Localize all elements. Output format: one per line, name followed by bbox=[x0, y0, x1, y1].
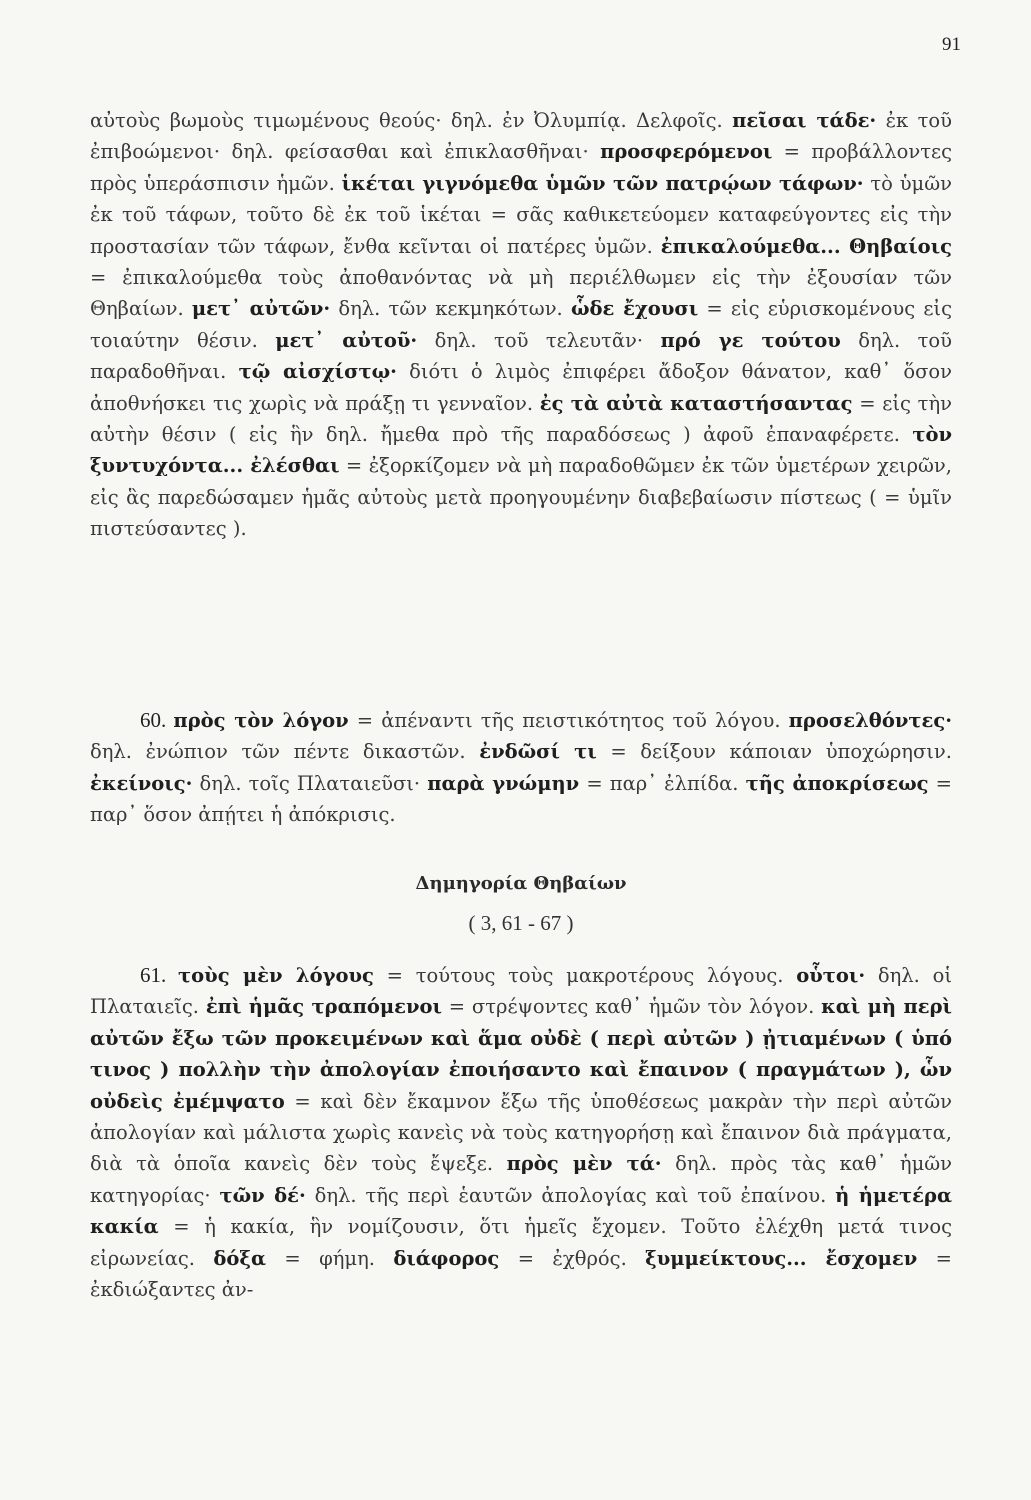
section-reference: ( 3, 61 - 67 ) bbox=[468, 911, 574, 935]
lemma-term: προσελθόντες· bbox=[788, 709, 952, 732]
gloss-text: = στρέψοντες καθ᾽ ἡμῶν τὸν λόγον. bbox=[441, 995, 822, 1019]
gloss-text: = τούτους τοὺς μακροτέρους λόγους. bbox=[373, 964, 797, 987]
lemma-term: ὧδε ἔχουσι bbox=[570, 297, 699, 321]
lemma-term: τὸν ξυντυχόντα... ἐλέσθαι bbox=[90, 423, 952, 478]
lemma-term: τῆς ἀποκρίσεως bbox=[745, 771, 929, 795]
paragraph-text bbox=[90, 960, 952, 1305]
gloss-text: = παρ᾽ ἐλπίδα. bbox=[579, 771, 746, 795]
gloss-text: δηλ. τῶν κεκμηκότων. bbox=[330, 297, 571, 321]
lemma-term: ἐπικαλούμεθα... Θηβαίοις bbox=[660, 234, 952, 258]
gloss-text: ἐκ τοῦ ἐπιβοώμενοι· δηλ. φείσασθαι καὶ ἐπικλασθῆναι· bbox=[90, 109, 952, 164]
gloss-text: δηλ. τοῦ τελευτᾶν· bbox=[417, 328, 661, 352]
gloss-text: δηλ. τοῦ παραδοθῆναι. bbox=[90, 328, 952, 384]
lemma-term: ἡ ἡμετέρα κακία bbox=[90, 1183, 952, 1239]
section-number: 61. bbox=[140, 963, 179, 987]
gloss-text: = ἐκδιώξαντες ἀν- bbox=[90, 1246, 953, 1302]
gloss-text: τὸ ὑμῶν ἐκ τοῦ τάφων, τοῦτο δὲ ἐκ τοῦ ἱκέται = σᾶς καθικετεύομεν καταφεύγοντες εἰς τὴν προστασίαν τῶν τάφων, ἔνθα κεῖνται οἱ πατέρες ὑμῶν. bbox=[90, 171, 952, 258]
lemma-term: καὶ μὴ περὶ αὐτῶν ἔξω τῶν προκειμένων καὶ ἅμα οὐδὲ ( περὶ αὐτῶν ) ᾐτιαμένων ( ὑπό τινος ) πολλὴν τὴν ἀπολογίαν ἐποιήσαντο καὶ ἔπαινον ( πραγμάτων ), ὧν οὐδεὶς ἐμέμψατο bbox=[90, 995, 952, 1113]
lemma-term: ἐπὶ ἡμᾶς τραπόμενοι bbox=[205, 995, 442, 1019]
gloss-text: = ἐξορκίζομεν νὰ μὴ παραδοθῶμεν ἐκ τῶν ὑμετέρων χειρῶν, εἰς ἃς παρεδώσαμεν ἡμᾶς αὐτοὺς μετὰ προηγουμένην διαβεβαίωσιν πίστεως ( = ὑμῖν πιστεύσαντες ). bbox=[90, 454, 952, 541]
gloss-text: δηλ. οἱ Πλαταιεῖς. bbox=[90, 964, 952, 1019]
gloss-text: = προβάλλοντες πρὸς ὑπεράσπισιν ἡμῶν. bbox=[90, 140, 953, 195]
gloss-text: δηλ. πρὸς τὰς καθ᾽ ἡμῶν κατηγορίας· bbox=[90, 1152, 952, 1207]
page-number: 91 bbox=[942, 34, 961, 55]
lemma-term: τῷ αἰσχίστῳ· bbox=[238, 360, 397, 384]
lemma-term: διάφορος bbox=[393, 1246, 500, 1270]
gloss-text: = παρ᾽ ὅσον ἀπῄτει ἡ ἀπόκρισις. bbox=[90, 771, 952, 827]
gloss-text: αὐτοὺς βωμοὺς τιμωμένους θεούς· δηλ. ἐν Ὀλυμπίᾳ. Δελφοῖς. bbox=[90, 109, 733, 132]
lemma-term: πρὸς τὸν λόγον bbox=[173, 709, 349, 732]
gloss-text: δηλ. ἐνώπιον τῶν πέντε δικαστῶν. bbox=[90, 740, 480, 764]
lemma-term: προσφερόμενοι bbox=[600, 140, 773, 164]
lemma-term: πρὸς μὲν τά· bbox=[506, 1152, 662, 1176]
gloss-text: = φήμη. bbox=[265, 1246, 394, 1270]
lemma-term: ἐκείνοις· bbox=[90, 771, 193, 795]
gloss-text: = ἐχθρός. bbox=[499, 1246, 646, 1270]
gloss-text: δηλ. τῆς περὶ ἑαυτῶν ἀπολογίας καὶ τοῦ ἐπαίνου. bbox=[305, 1183, 836, 1207]
lemma-term: ἐς τὰ αὐτὰ καταστήσαντας bbox=[539, 391, 853, 415]
gloss-text: = δείξουν κάποιαν ὑποχώρησιν. bbox=[596, 740, 952, 764]
paragraph-text bbox=[90, 105, 952, 545]
commentary-section-60 bbox=[90, 705, 952, 831]
lemma-term: τοὺς μὲν λόγους bbox=[178, 964, 374, 987]
gloss-text: δηλ. τοῖς Πλαταιεῦσι· bbox=[192, 771, 428, 795]
lemma-term: ἱκέται γιγνόμεθα ὑμῶν τῶν πατρῴων τάφων· bbox=[341, 171, 864, 195]
lemma-term: μετ᾽ αὐτῶν· bbox=[191, 297, 331, 321]
gloss-text: = ἡ κακία, ἣν νομίζουσιν, ὅτι ἡμεῖς ἔχομεν. Τοῦτο ἐλέχθη μετά τινος εἰρωνείας. bbox=[90, 1215, 952, 1270]
section-heading: Δημηγορία Θηβαίων bbox=[415, 873, 627, 894]
gloss-text: = εἰς εὑρισκομένους εἰς τοιαύτην θέσιν. bbox=[90, 297, 952, 352]
lemma-term: ξυμμείκτους... ἔσχομεν bbox=[645, 1246, 918, 1270]
section-number: 60. bbox=[140, 708, 174, 732]
commentary-section-61 bbox=[90, 960, 952, 1305]
lemma-term: παρὰ γνώμην bbox=[427, 771, 580, 795]
gloss-text: = ἐπικαλούμεθα τοὺς ἀποθανόντας νὰ μὴ περιέλθωμεν εἰς τὴν ἐξουσίαν τῶν Θηβαίων. bbox=[90, 266, 952, 321]
commentary-paragraph-intro bbox=[90, 105, 952, 545]
gloss-text: διότι ὁ λιμὸς ἐπιφέρει ἄδοξον θάνατον, καθ᾽ ὅσον ἀποθνήσκει τις χωρὶς νὰ πράξῃ τι γενναῖον. bbox=[90, 360, 952, 415]
lemma-term: τῶν δέ· bbox=[219, 1183, 306, 1207]
gloss-text: = ἀπέναντι τῆς πειστικότητος τοῦ λόγου. bbox=[348, 709, 789, 732]
lemma-term: ἐνδῶσί τι bbox=[479, 740, 597, 764]
gloss-text: = εἰς τὴν αὐτὴν θέσιν ( εἰς ἣν δηλ. ἤμεθα πρὸ τῆς παραδόσεως ) ἀφοῦ ἐπαναφέρετε. bbox=[90, 391, 952, 447]
lemma-term: πεῖσαι τάδε· bbox=[732, 109, 877, 132]
gloss-text: = καὶ δὲν ἔκαμνον ἔξω τῆς ὑποθέσεως μακρὰν τὴν περὶ αὐτῶν ἀπολογίαν καὶ μάλιστα χωρὶς κανεὶς νὰ τοὺς κατηγορήσῃ καὶ ἔπαινον διὰ πράγματα, διὰ τὰ ὁποῖα κανεὶς δὲν τοὺς ἔψεξε. bbox=[90, 1089, 952, 1176]
lemma-term: πρό γε τούτου bbox=[660, 328, 841, 352]
lemma-term: δόξα bbox=[213, 1246, 266, 1270]
paragraph-text bbox=[90, 705, 952, 831]
lemma-term: οὗτοι· bbox=[796, 964, 866, 987]
lemma-term: μετ᾽ αὐτοῦ· bbox=[275, 328, 418, 352]
